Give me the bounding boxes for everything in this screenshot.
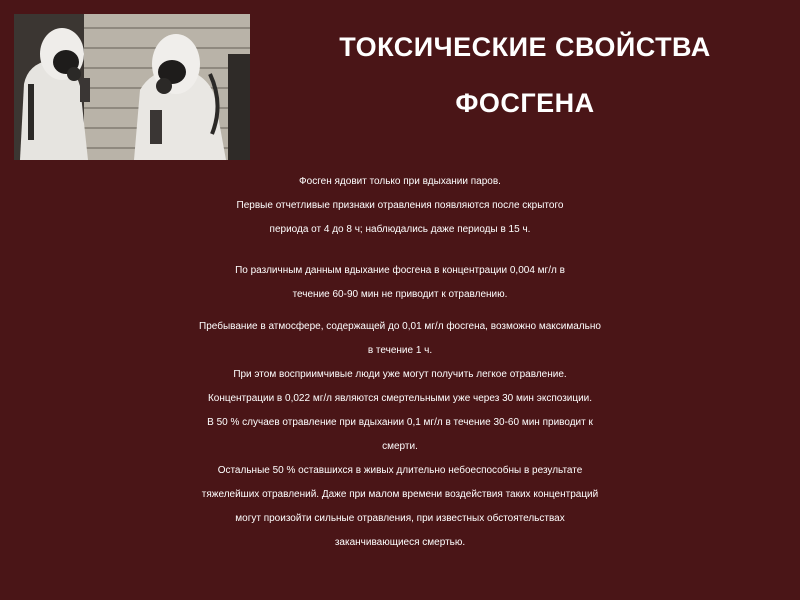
paragraph-line: могут произойти сильные отравления, при известных обстоятельствах [235,513,565,524]
paragraph-line: периода от 4 до 8 ч; наблюдались даже периоды в 15 ч. [269,224,531,235]
page-title-line2: ФОСГЕНА [455,88,595,118]
paragraph-line: При этом восприимчивые люди уже могут получить легкое отравление. [233,369,567,380]
paragraph-line: Фосген ядовит только при вдыхании паров. [299,176,501,187]
paragraph-line: Остальные 50 % оставшихся в живых длительно небоеспособны в результате [217,465,583,476]
paragraph-line: заканчивающиеся смертью. [334,537,466,548]
paragraph-line: в течение 1 ч. [367,345,433,356]
paragraph-line: По различным данным вдыхание фосгена в концентрации 0,004 мг/л в [235,265,565,276]
paragraph-line: В 50 % случаев отравление при вдыхании 0,1 мг/л в течение 30-60 мин приводит к [207,417,593,428]
paragraph-line: течение 60-90 мин не приводит к отравлению. [292,289,508,300]
hazmat-photo [14,14,250,160]
paragraph-line: Первые отчетливые признаки отравления появляются после скрытого [236,200,564,211]
paragraph-line: смерти. [382,441,418,452]
page-title-line1: ТОКСИЧЕСКИЕ СВОЙСТВА [339,32,711,62]
paragraph-line: Концентрации в 0,022 мг/л являются смертельными уже через 30 мин экспозиции. [207,393,593,404]
hazmat-suits-image [14,14,250,160]
body-text [0,170,800,555]
paragraph-line: тяжелейших отравлений. Даже при малом времени воздействия таких концентраций [201,489,599,500]
paragraph-line: Пребывание в атмосфере, содержащей до 0,01 мг/л фосгена, возможно максимально [199,321,601,332]
